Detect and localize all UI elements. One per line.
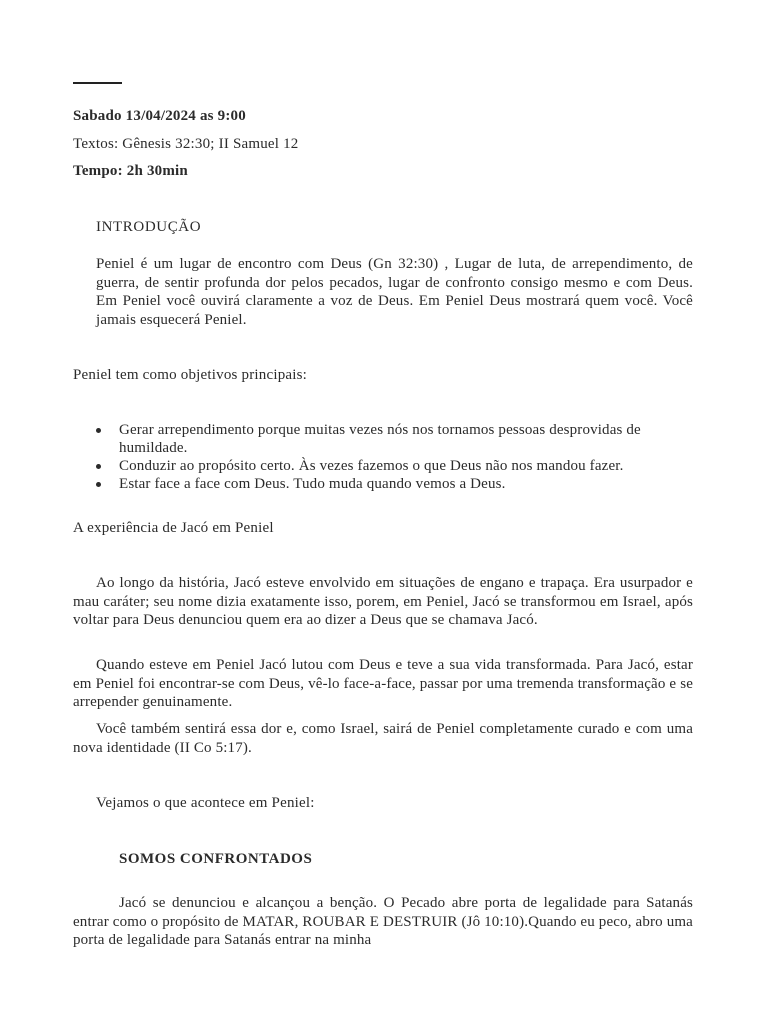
- bullet-icon: [96, 428, 101, 433]
- list-item: Gerar arrependimento porque muitas vezes nós nos tornamos pessoas desprovidas de humildade.: [73, 421, 693, 457]
- intro-paragraph: Peniel é um lugar de encontro com Deus (Gn 32:30) , Lugar de luta, de arrependimento, de guerra, de sentir profunda dor pelos pecados, lugar de confronto consigo mesmo e com Deus. Em Peniel você ouvirá claramente a voz de Deus. Em Peniel Deus mostrará quem você. Você jamais esquecerá Peniel.: [96, 256, 693, 328]
- top-rule: [73, 82, 122, 84]
- section-paragraph: Jacó se denunciou e alcançou a benção. O Pecado abre porta de legalidade para Satanás entrar como o propósito de MATAR, ROUBAR E DESTRUIR (Jô 10:10).Quando eu peco, abro uma porta de legalidade para Satanás entrar na minha: [73, 895, 693, 948]
- date-line: Sabado 13/04/2024 as 9:00: [73, 108, 246, 124]
- list-item: Estar face a face com Deus. Tudo muda quando vemos a Deus.: [73, 475, 693, 493]
- jacob-paragraph-2: Quando esteve em Peniel Jacó lutou com Deus e teve a sua vida transformada. Para Jacó, estar em Peniel foi encontrar-se com Deus, vê-lo face-a-face, passar por uma tremenda transformação e se arrepender genuinamente.: [73, 657, 693, 710]
- texts-line: Textos: Gênesis 32:30; II Samuel 12: [73, 136, 299, 152]
- list-item: Conduzir ao propósito certo. Às vezes fazemos o que Deus não nos mandou fazer.: [73, 457, 693, 475]
- objectives-lead: Peniel tem como objetivos principais:: [73, 367, 308, 383]
- objectives-list: [73, 421, 693, 493]
- intro-heading: INTRODUÇÃO: [96, 219, 202, 235]
- jacob-paragraph-3: Você também sentirá essa dor e, como Israel, sairá de Peniel completamente curado e com uma nova identidade (II Co 5:17).: [73, 721, 693, 756]
- time-line: Tempo: 2h 30min: [73, 163, 188, 179]
- jacob-paragraph-1: Ao longo da história, Jacó esteve envolvido em situações de engano e trapaça. Era usurpador e mau caráter; seu nome dizia exatamente isso, porem, em Peniel, Jacó se transformou em Israel, após voltar para Deus denunciou quem era ao dizer a Deus que se chamava Jacó.: [73, 575, 693, 628]
- section-heading: SOMOS CONFRONTADOS: [119, 851, 313, 867]
- jacob-heading: A experiência de Jacó em Peniel: [73, 520, 274, 536]
- bullet-icon: [96, 464, 101, 469]
- bullet-icon: [96, 482, 101, 487]
- jacob-lead-out: Vejamos o que acontece em Peniel:: [96, 795, 315, 811]
